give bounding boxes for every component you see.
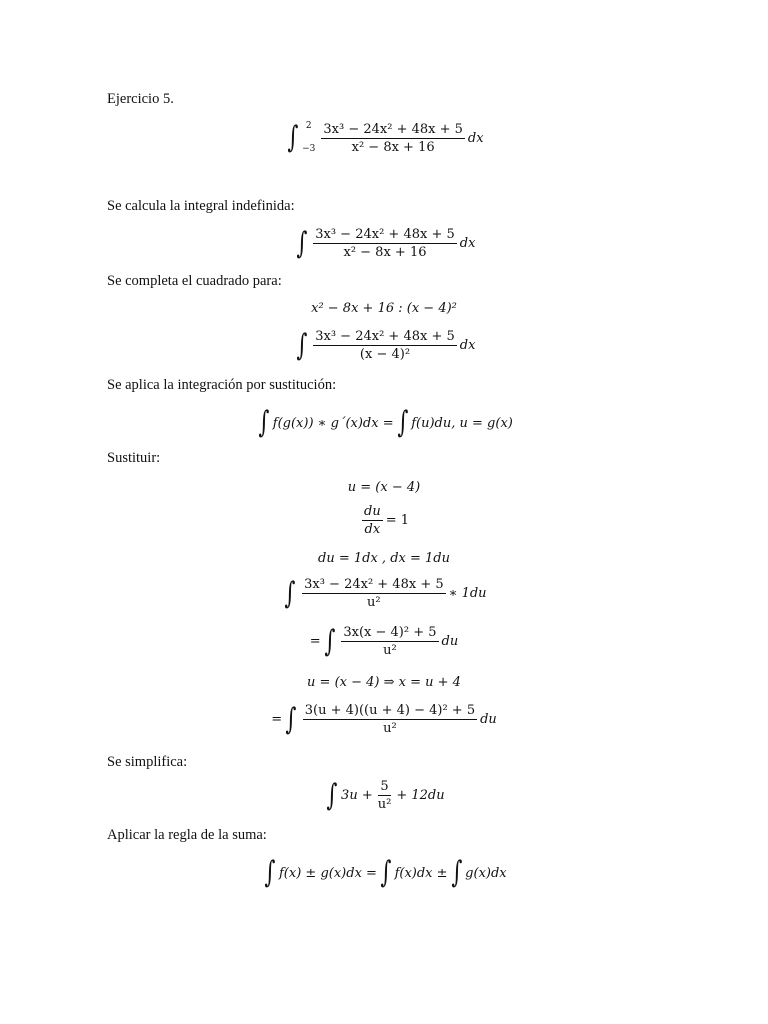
paragraph-indefinite: Se calcula la integral indefinida: — [107, 198, 295, 214]
numerator: 3x³ − 24x² + 48x + 5 — [304, 577, 444, 592]
differential: dx — [459, 338, 476, 353]
substitution-rule-equation: ∫ f(g(x)) ∗ g´(x)dx = ∫ f(u)du, u = g(x) — [258, 405, 513, 440]
differential: dx — [467, 130, 484, 146]
numerator: 3x³ − 24x² + 48x + 5 — [315, 227, 455, 242]
exercise-heading: Ejercicio 5. — [107, 91, 174, 107]
fraction — [321, 123, 465, 154]
denominator: x² − 8x + 16 — [351, 139, 435, 155]
numerator: du — [364, 504, 381, 519]
u-definition-equation: u = (x − 4) — [347, 480, 421, 495]
paragraph-sum-rule: Aplicar la regla de la suma: — [107, 827, 267, 843]
paragraph-substitution: Se aplica la integración por sustitución: — [107, 377, 337, 393]
paragraph-complete-square: Se completa el cuadrado para: — [107, 273, 282, 289]
complete-square-equation: x² − 8x + 16 : (x − 4)² — [311, 301, 457, 316]
numerator: 3(u + 4)((u + 4) − 4)² + 5 — [304, 703, 476, 718]
indefinite-integral-equation — [0, 225, 768, 261]
lower-limit: −3 — [302, 144, 316, 154]
denominator: u² — [383, 721, 397, 736]
fraction — [362, 505, 383, 536]
integral-sign: ∫ — [450, 855, 462, 890]
differential: dx — [459, 236, 476, 251]
integral-sign: ∫ — [258, 405, 270, 440]
upper-limit: 2 — [305, 121, 312, 131]
integral-sign: ∫ — [295, 327, 307, 363]
integral-limits — [302, 122, 315, 154]
integral-sign: ∫ — [295, 225, 307, 261]
integral-sign: ∫ — [287, 120, 299, 155]
paragraph-simplify: Se simplifica: — [107, 754, 188, 770]
differential-equation: du = 1dx , dx = 1du — [318, 551, 450, 566]
substituted-integral-equation: ∫ $\frac{\text{3x³ − 24x² + 48x + 5}}{\text{u²}}$ ∗ 1du — [284, 575, 487, 611]
numerator: 5 — [380, 779, 389, 794]
integral-sign: ∫ — [285, 701, 297, 737]
x-in-terms-of-u-equation: u = (x − 4) ⇒ x = u + 4 — [307, 675, 461, 690]
simplified-integral-equation: ∫ 3u + $\frac{5}{\text{u²}}$ + 12du — [326, 777, 445, 813]
denominator: x² − 8x + 16 — [343, 245, 427, 260]
integral-sign: ∫ — [380, 855, 392, 890]
fraction — [313, 330, 457, 361]
denominator: u² — [383, 643, 397, 658]
sum-rule-equation: ∫ f(x) ± g(x)dx = ∫ f(x)dx ± ∫ g(x)dx — [264, 855, 507, 890]
fraction — [313, 228, 457, 259]
numerator: 3x³ − 24x² + 48x + 5 — [323, 121, 463, 137]
denominator: (x − 4)² — [359, 347, 411, 362]
fraction — [302, 578, 446, 609]
denominator: u² — [367, 595, 381, 610]
integral-sign: ∫ — [326, 777, 338, 813]
integral-sign: ∫ — [264, 855, 276, 890]
fraction — [376, 780, 394, 811]
integral-squared-denominator — [0, 327, 768, 363]
integral-sign: ∫ — [396, 405, 408, 440]
paragraph-substitute: Sustituir: — [107, 450, 161, 466]
numerator: 3x(x − 4)² + 5 — [343, 625, 437, 640]
numerator: 3x³ − 24x² + 48x + 5 — [315, 329, 455, 344]
integral-sign: ∫ — [284, 575, 296, 611]
rewritten-integral-equation: = ∫ $\frac{\text{3x(x − 4)² + 5}}{\text{u²}}$ du — [309, 623, 459, 659]
fraction — [303, 704, 477, 735]
derivative-equation: $\frac{du}{dx}$ = 1 — [364, 504, 409, 537]
integral-sign: ∫ — [324, 623, 335, 659]
denominator: dx — [364, 522, 381, 537]
definite-integral-equation — [0, 122, 768, 154]
full-u-substitution-equation: = ∫ $\frac{\text{3(u + 4)((u + 4) − 4)² + 5}}{\text{u²}}$ du — [271, 701, 497, 737]
denominator: u² — [377, 797, 392, 812]
fraction — [341, 626, 438, 657]
